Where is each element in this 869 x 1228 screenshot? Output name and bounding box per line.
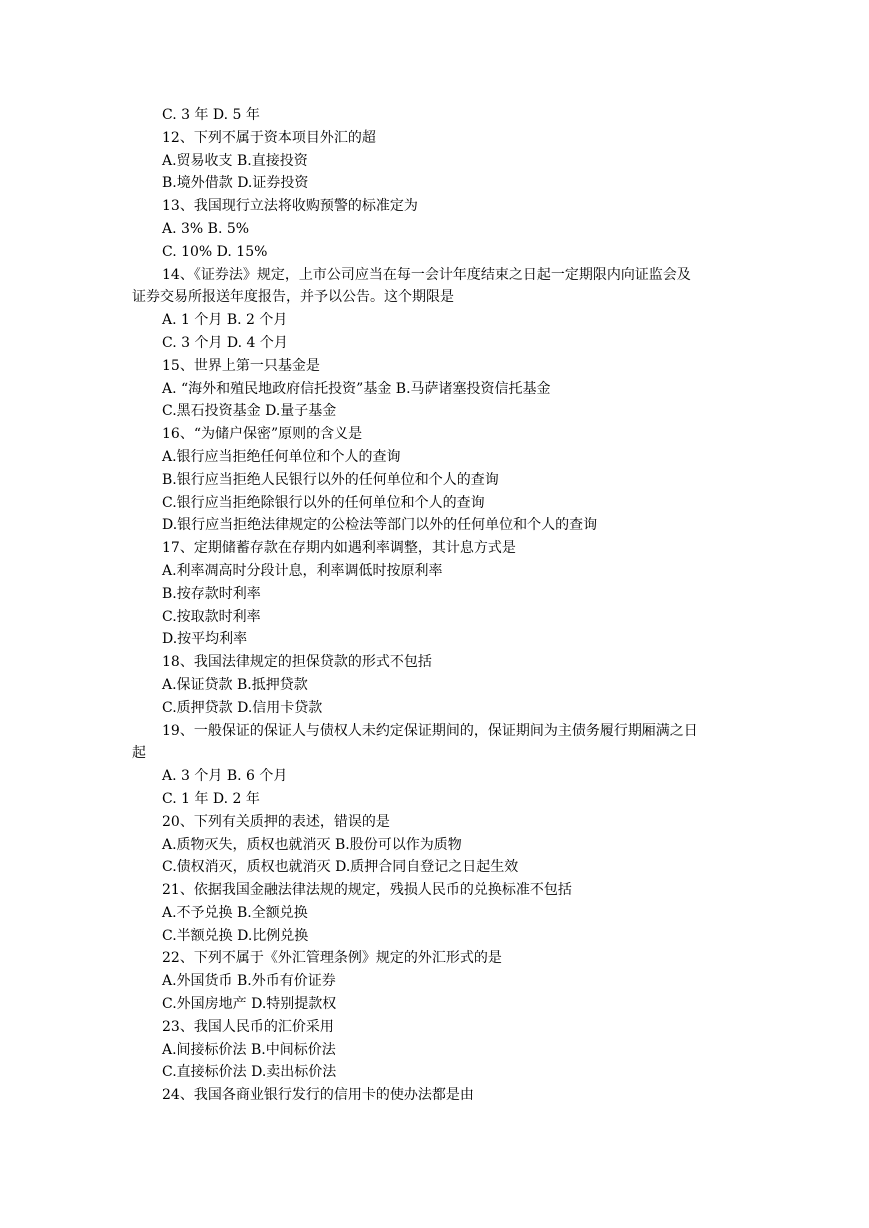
- question-12: 12、下列不属于资本项目外汇的超: [162, 129, 376, 146]
- option-line: D.银行应当拒绝法律规定的公检法等部门以外的任何单位和个人的查询: [162, 517, 598, 534]
- option-line: A.不予兑换 B.全额兑换: [162, 904, 308, 921]
- option-line: C. 3 个月 D. 4 个月: [162, 334, 288, 351]
- option-line: B.境外借款 D.证券投资: [162, 175, 309, 192]
- question-17: 17、定期储蓄存款在存期内如遇利率调整，其计息方式是: [162, 540, 516, 557]
- question-15: 15、世界上第一只基金是: [162, 357, 320, 374]
- question-13: 13、我国现行立法将收购预警的标准定为: [162, 198, 418, 215]
- option-line: A. 1 个月 B. 2 个月: [162, 312, 288, 329]
- question-21: 21、依据我国金融法律法规的规定，残损人民币的兑换标准不包括: [162, 882, 572, 899]
- option-line: C. 10% D. 15%: [162, 243, 268, 260]
- option-line: C.半额兑换 D.比例兑换: [162, 927, 309, 944]
- option-line: C.银行应当拒绝除银行以外的任何单位和个人的查询: [162, 494, 485, 511]
- option-line: A.贸易收支 B.直接投资: [162, 152, 308, 169]
- question-19: 19、一般保证的保证人与债权人未约定保证期间的，保证期间为主债务履行期厢满之日: [162, 722, 698, 739]
- question-22: 22、下列不属于《外汇管理条例》规定的外汇形式的是: [162, 950, 502, 967]
- option-line: C.黑石投资基金 D.量子基金: [162, 403, 337, 420]
- question-24: 24、我国各商业银行发行的信用卡的使办法都是由: [162, 1087, 474, 1104]
- question-18: 18、我国法律规定的担保贷款的形式不包括: [162, 654, 432, 671]
- text-line: C. 3 年 D. 5 年: [162, 107, 260, 123]
- option-line: A. 3 个月 B. 6 个月: [162, 768, 288, 785]
- option-line: C. 1 年 D. 2 年: [162, 790, 260, 807]
- option-line: A.间接标价法 B.中间标价法: [162, 1041, 336, 1058]
- option-line: A. “海外和殖民地政府信托投资”基金 B.马萨诸塞投资信托基金: [162, 380, 551, 397]
- question-14-continued: 证券交易所报送年度报告，并予以公告。这个期限是: [132, 289, 454, 306]
- option-line: B.按存款时利率: [162, 585, 261, 602]
- question-19-continued: 起: [132, 745, 146, 762]
- question-16: 16、“为储户保密”原则的含义是: [162, 426, 363, 443]
- option-line: A. 3% B. 5%: [162, 220, 250, 237]
- option-line: C.外国房地产 D.特别提款权: [162, 996, 337, 1013]
- option-line: A.保证贷款 B.抵押贷款: [162, 676, 308, 693]
- option-line: A.利率凋高时分段计息，利率调低时按原利率: [162, 562, 443, 579]
- question-20: 20、下列有关质押的表述，错误的是: [162, 813, 390, 830]
- option-line: C.按取款时利率: [162, 608, 261, 625]
- option-line: C.债权消灭，质权也就消灭 D.质押合同自登记之日起生效: [162, 859, 519, 876]
- option-line: C.直接标价法 D.卖出标价法: [162, 1064, 337, 1081]
- option-line: A.外国货币 B.外币有价证券: [162, 973, 336, 990]
- question-23: 23、我国人民币的汇价采用: [162, 1018, 334, 1035]
- document-page: [0, 104, 869, 1107]
- question-14: 14、《证券法》规定，上市公司应当在每一会计年度结束之日起一定期限内向证监会及: [162, 266, 691, 283]
- option-line: C.质押贷款 D.信用卡贷款: [162, 699, 323, 716]
- option-line: B.银行应当拒绝人民银行以外的任何单位和个人的查询: [162, 471, 499, 488]
- option-line: A.质物灭失，质权也就消灭 B.股份可以作为质物: [162, 836, 462, 853]
- option-line: A.银行应当拒绝任何单位和个人的查询: [162, 448, 401, 465]
- option-line: D.按平均利率: [162, 631, 248, 648]
